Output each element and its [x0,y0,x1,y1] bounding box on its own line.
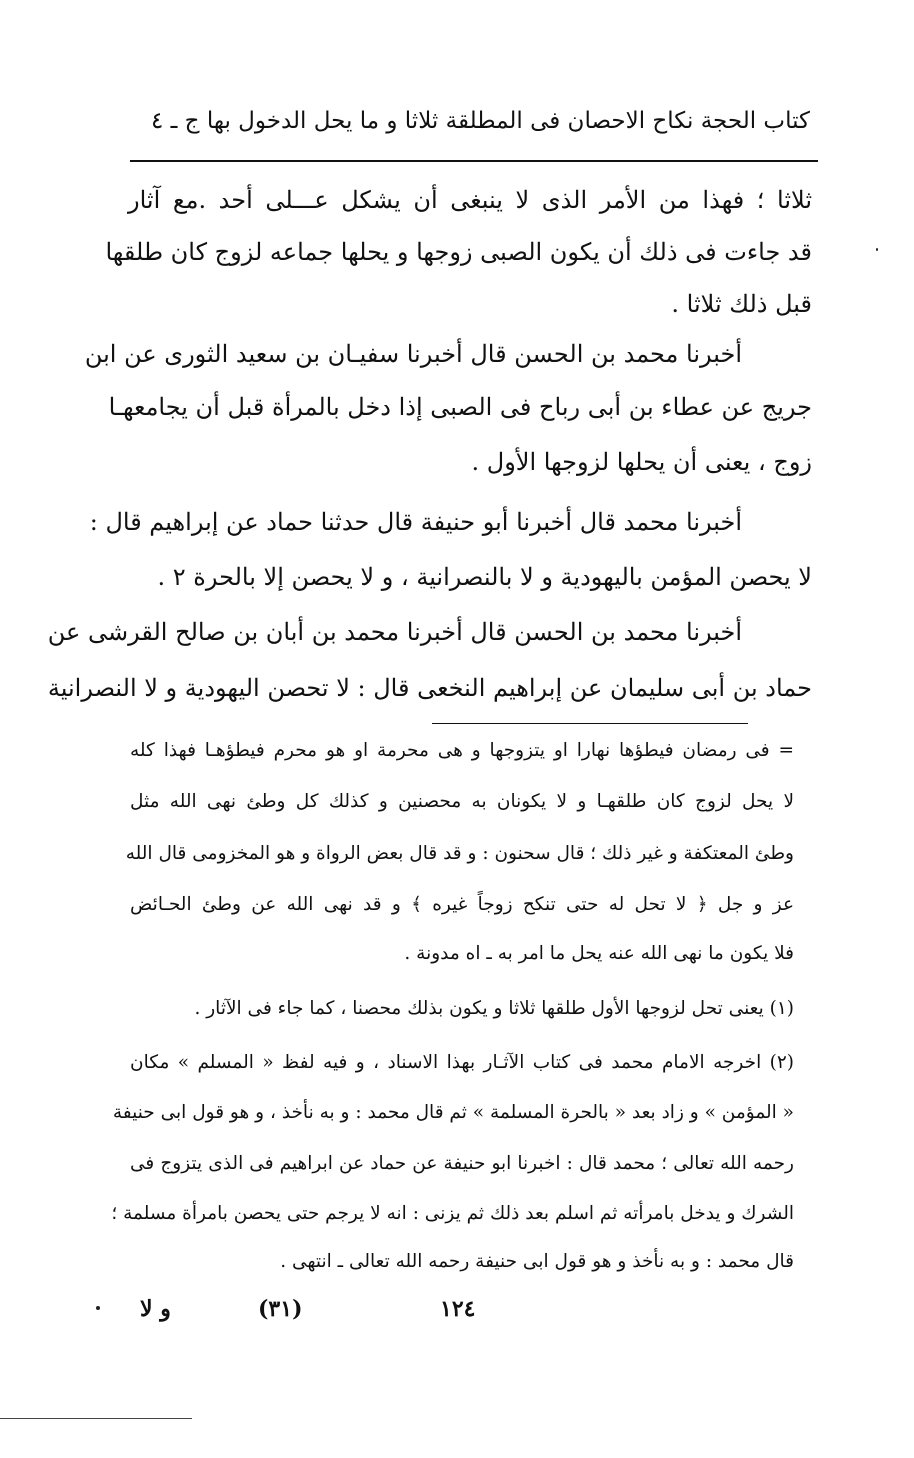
footnote-1: (١) يعنى تحل لزوجها الأول طلقها ثلاثا و يكون بذلك محصنا ، كما جاء فى الآثار . [194,998,794,1019]
body-line-8: لا يحصن المؤمن باليهودية و لا بالنصرانية ، و لا يحصن إلا بالحرة ٢ . [157,563,812,591]
note-line-3: وطئ المعتكفة و غير ذلك ؛ قال سحنون : و قد قال بعض الرواة و هو المخزومى قال الله [125,843,794,864]
body-line-4: أخبرنا محمد بن الحسن قال أخبرنا سفيـان بن سعيد الثورى عن ابن [84,340,742,368]
scan-speck [876,248,878,251]
body-line-9: أخبرنا محمد بن الحسن قال أخبرنا محمد بن أبان بن صالح القرشى عن [47,618,742,646]
body-line-3: قبل ذلك ثلاثا . [671,290,812,318]
footnote-divider [432,723,748,724]
catchword: و لا [140,1296,171,1322]
footnote-2-line-1: (٢) اخرجه الامام محمد فى كتاب الآثـار بهذا الاسناد ، و فيه لفظ « المسلم » مكان [130,1052,794,1073]
body-line-2: قد جاءت فى ذلك أن يكون الصبى زوجها و يحلها جماعه لزوج كان طلقها [105,238,812,266]
note-line-2: لا يحل لزوج كان طلقهـا و لا يكونان به محصنين و كذلك كل وطئ نهى الله مثل [130,791,794,812]
scan-edge-line [0,1418,192,1419]
body-line-5: جريج عن عطاء بن أبى رباح فى الصبى إذا دخل بالمرأة قبل أن يجامعهـا [108,393,812,421]
footnote-2-line-5: قال محمد : و به نأخذ و هو قول ابى حنيفة رحمه الله تعالى ـ انتهى . [280,1251,794,1272]
scan-speck [96,1306,100,1310]
body-line-7: أخبرنا محمد قال أخبرنا أبو حنيفة قال حدثنا حماد عن إبراهيم قال : [89,508,742,536]
footnote-2-line-4: الشرك و يدخل بامرأته ثم اسلم بعد ذلك ثم يزنى : انه لا يرجم حتى يحصن بامرأة مسلمة ؛ [111,1203,794,1224]
body-line-6: زوج ، يعنى أن يحلها لزوجها الأول . [471,448,812,476]
note-line-5: فلا يكون ما نهى الله عنه يحل ما امر به ـ اه مدونة . [404,943,794,964]
body-line-10: حماد بن أبى سليمان عن إبراهيم النخعى قال : لا تحصن اليهودية و لا النصرانية [47,674,812,702]
footnote-2-line-3: رحمه الله تعالى ؛ محمد قال : اخبرنا ابو حنيفة عن حماد عن ابراهيم فى الذى يتزوج فى [130,1153,794,1174]
signature-mark: (٣١) [258,1296,303,1322]
footnote-2-line-2: « المؤمن » و زاد بعد « بالحرة المسلمة » ثم قال محمد : و به نأخذ ، و هو قول ابى حنيفة [112,1102,794,1123]
note-line-1: = فى رمضان فيطؤها نهارا او يتزوجها و هى محرمة او هو محرم فيطؤهـا فهذا كله [130,740,794,761]
page-number: ١٢٤ [440,1296,476,1322]
body-line-1: ثلاثا ؛ فهذا من الأمر الذى لا ينبغى أن يشكل عـــلى أحد .مع آثار [128,186,812,214]
running-header: كتاب الحجة نكاح الاحصان فى المطلقة ثلاثا و ما يحل الدخول بها ج ـ ٤ [150,108,810,134]
header-divider [130,160,818,162]
note-line-4: عز و جل ﴿ لا تحل له حتى تنكح زوجاً غيره ﴾ و قد نهى الله عن وطئ الحـائض [130,894,794,915]
